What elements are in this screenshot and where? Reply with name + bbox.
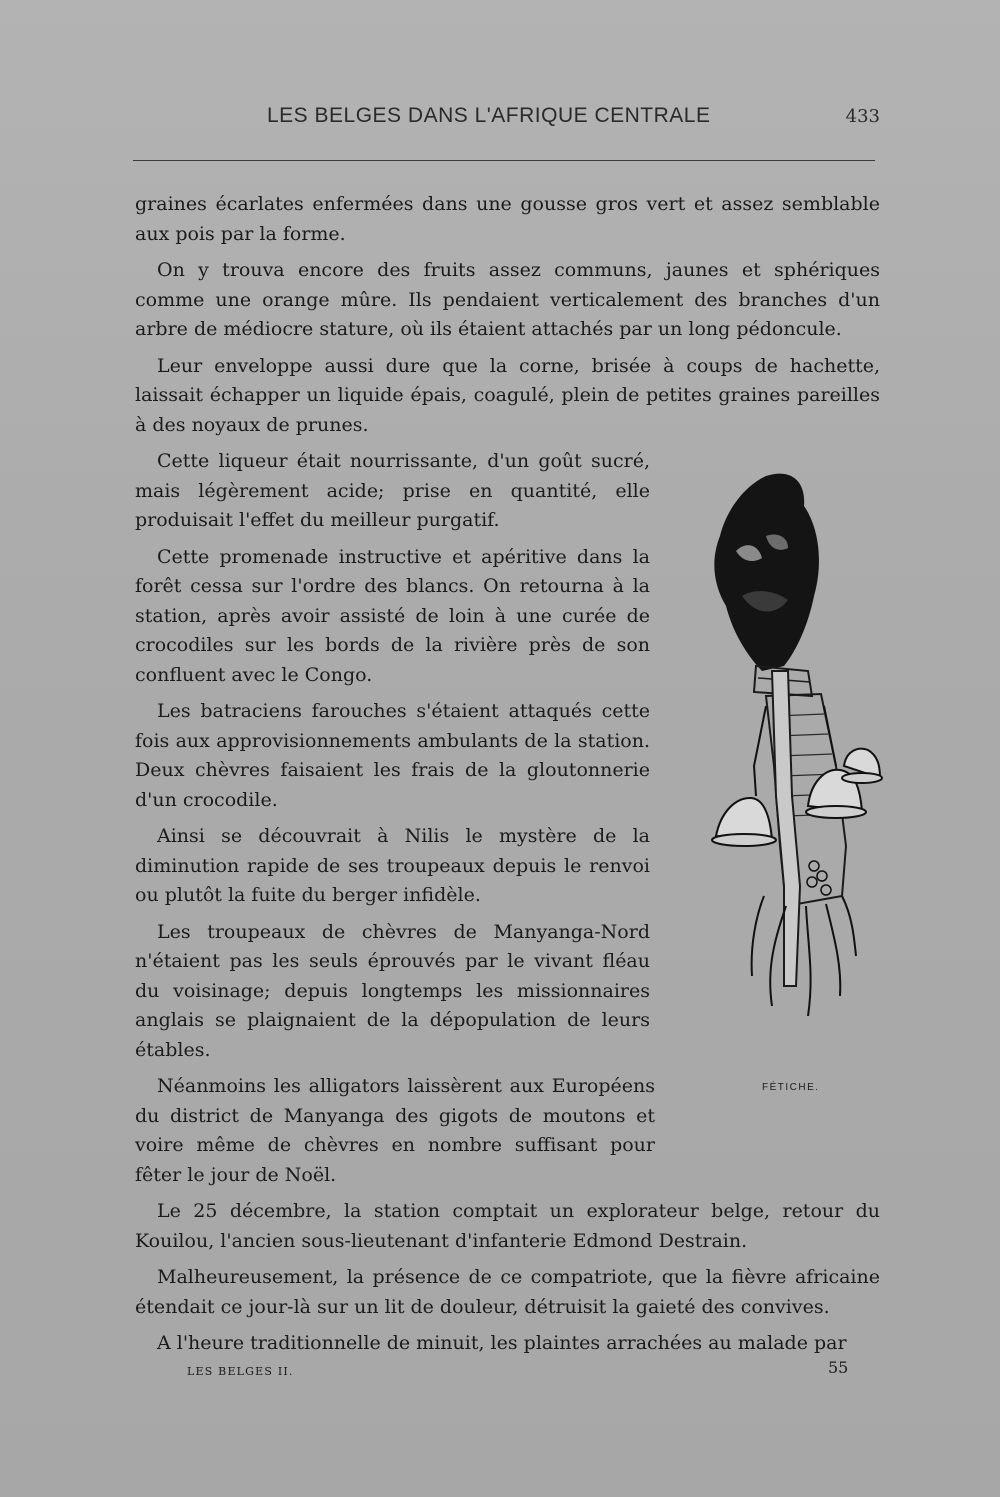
- paragraph: A l'heure traditionnelle de minuit, les plaintes arrachées au malade par: [157, 1332, 847, 1354]
- paragraph: Les batraciens farouches s'étaient attaqués cette fois aux approvisionnements ambulants de la station. Deux chèvres faisaient les frais de la gloutonnerie d'un crocodile.: [135, 700, 650, 811]
- paragraph: Le 25 décembre, la station comptait un explorateur belge, retour du Kouilou, l'ancien sous-lieutenant d'infanterie Edmond Destrain.: [135, 1200, 880, 1252]
- header-rule: [133, 160, 875, 162]
- figure-caption: FÉTICHE.: [762, 1082, 820, 1093]
- paragraph: Les troupeaux de chèvres de Manyanga-Nord n'étaient pas les seuls éprouvés par le vivant fléau du voisinage; depuis longtemps les missionnaires anglais se plaignaient de la dépopulation de leurs étables.: [135, 920, 650, 1061]
- page-number: 433: [845, 106, 880, 127]
- page-header: [135, 104, 880, 134]
- paragraph: Néanmoins les alligators laissèrent aux Européens du district de Manyanga des gigots de moutons et voire même de chèvres en nombre suffisant pour fêter le jour de Noël.: [135, 1075, 655, 1186]
- footer-sheet-number: 55: [828, 1358, 849, 1377]
- paragraph: Leur enveloppe aussi dure que la corne, brisée à coups de hachette, laissait échapper un liquide épais, coagulé, plein de petites graines pareilles à des noyaux de prunes.: [135, 354, 880, 436]
- running-title: LES BELGES DANS L'AFRIQUE CENTRALE: [267, 104, 711, 127]
- fetish-figure-illustration: [696, 466, 892, 1041]
- paragraph: On y trouva encore des fruits assez communs, jaunes et sphériques comme une orange mûre. Ils pendaient verticalement des branches d'un arbre de médiocre stature, où ils étaient attachés par un long pédoncule.: [135, 259, 880, 340]
- footer-signature: LES BELGES II.: [187, 1365, 294, 1378]
- paragraph: Malheureusement, la présence de ce compatriote, que la fièvre africaine étendait ce jour-là sur un lit de douleur, détruisit la gaieté des convives.: [135, 1266, 880, 1318]
- paragraph: Cette liqueur était nourrissante, d'un goût sucré, mais légèrement acide; prise en quantité, elle produisait l'effet du meilleur purgatif.: [135, 450, 650, 531]
- paragraph: graines écarlates enfermées dans une gousse gros vert et assez semblable aux pois par la forme.: [135, 193, 880, 245]
- paragraph: Cette promenade instructive et apéritive dans la forêt cessa sur l'ordre des blancs. On retourna à la station, après avoir assisté de loin à une curée de crocodiles sur les bords de la rivière près de son confluent avec le Congo.: [135, 545, 650, 686]
- paragraph: Ainsi se découvrait à Nilis le mystère de la diminution rapide de ses troupeaux depuis le renvoi ou plutôt la fuite du berger infidèle.: [135, 825, 650, 906]
